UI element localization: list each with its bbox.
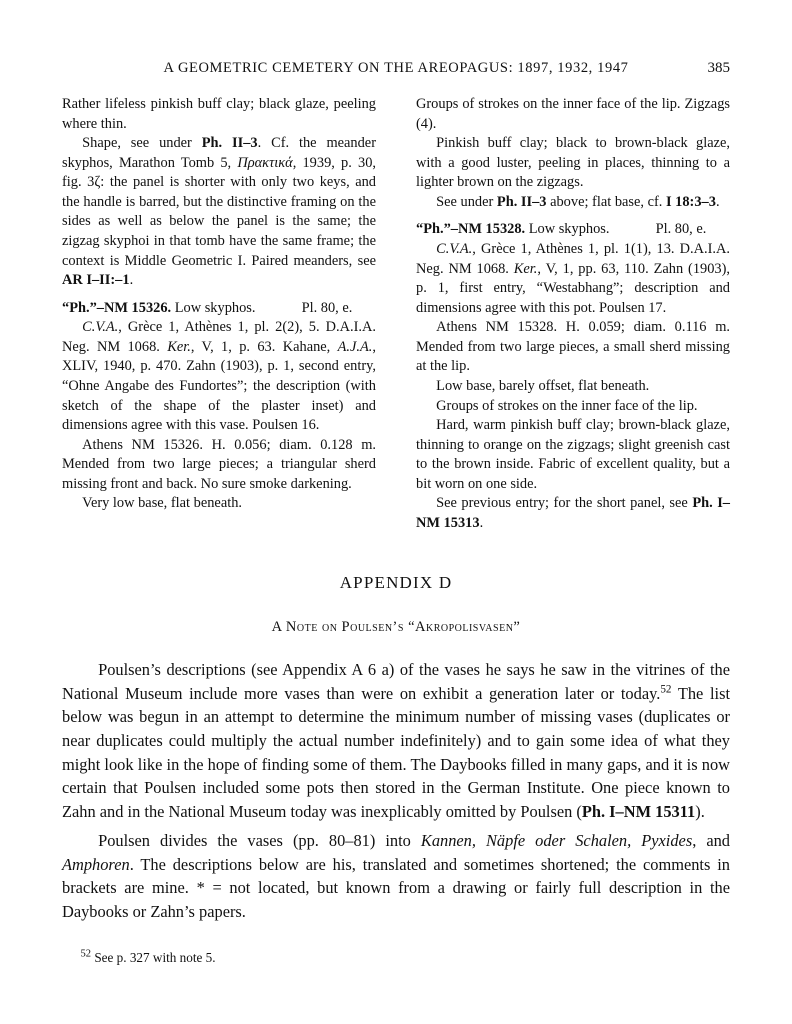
- entry-base-description: Very low base, flat beneath.: [82, 495, 242, 512]
- paragraph: Shape, see under Ph. II–3. Cf. the meander skyphos, Marathon Tomb 5, Πρακτικά, 1939, p. 30, fig. 3ζ: the panel is shorter with only two keys, and the handle is barred, but the distinctive framing on the sides as well as below the panel is the same; the zigzag skyphoi in that tomb have the same frame; the context is Middle Geometric I. Paired meanders, see AR I–II:–1.: [62, 135, 376, 289]
- paragraph-text-a: Poulsen divides the vases (pp. 80–81) into: [98, 831, 421, 851]
- two-column-body: [62, 95, 730, 534]
- entry-cross-reference: See previous entry; for the short panel, see Ph. I–NM 15313.: [416, 495, 730, 532]
- entry-measurements: Athens NM 15328. H. 0.059; diam. 0.116 m. Mended from two large pieces, a small sherd missing at the lip.: [416, 319, 730, 375]
- entry-measurements: Athens NM 15326. H. 0.056; diam. 0.128 m. Mended from two large pieces; a triangular sherd missing front and back. No sure smoke darkening.: [62, 436, 376, 492]
- appendix-body: [62, 658, 730, 924]
- entry-shape: Low skyphos.: [174, 299, 256, 316]
- paragraph: [62, 658, 730, 823]
- paragraph: Rather lifeless pinkish buff clay; black glaze, peeling where thin.: [62, 96, 376, 132]
- entry-references: C.V.A., Grèce 1, Athènes 1, pl. 1(1), 13. D.A.I.A. Neg. NM 1068. Ker., V, 1, pp. 63, 110. Zahn (1903), p. 1, first entry, “Westabhang”; description and dimensions agree with this pot. Poulsen 17.: [416, 240, 730, 316]
- entry-lip-description: Groups of strokes on the inner face of the lip.: [436, 397, 698, 414]
- paragraph: Pinkish buff clay; black to brown-black glaze, with a good luster, peeling in places, thinning to a lighter brown on the zigzags.: [416, 135, 730, 191]
- catalog-entry-heading: [62, 299, 376, 319]
- entry-plate: Pl. 80, e.: [655, 221, 707, 238]
- entry-fabric-description: Hard, warm pinkish buff clay; brown-black glaze, thinning to orange on the zigzags; slight greenish cast to the brown inside. Fabric of excellent quality, but a bit worn on one side.: [416, 417, 730, 492]
- running-head: A GEOMETRIC CEMETERY ON THE AREOPAGUS: 1897, 1932, 1947: [163, 60, 629, 76]
- right-column: [416, 95, 730, 534]
- page-header: [62, 60, 730, 77]
- entry-plate: Pl. 80, e.: [301, 299, 353, 316]
- footnote-marker: 52: [80, 948, 92, 960]
- appendix-subtitle: A Note on Poulsen’s “Akropolisvasen”: [271, 619, 521, 635]
- footnote-reference: 52: [660, 683, 672, 696]
- catalog-entry-heading: [416, 220, 730, 240]
- footnote: [62, 950, 730, 966]
- paragraph-italic-terms: Kannen, Näpfe oder Schalen, Pyxides: [420, 831, 693, 851]
- paragraph-text-b: The list below was begun in an attempt to determine the minimum number of missing vases (duplicates or near duplicates could multiply the actual number indefinitely) and to gain some idea of what they might look like in the hope of finding some of them. The Daybooks filled in many gaps, and it is now certain that Poulsen included some pots then stored in the German Institute. One piece known to Zahn and in the National Museum today was inexplicably omitted by Poulsen (: [62, 683, 731, 821]
- paragraph: See under Ph. II–3 above; flat base, cf. I 18:3–3.: [436, 193, 720, 210]
- left-column: [62, 95, 376, 534]
- paragraph-text-c: . The descriptions below are his, translated and sometimes shortened; the comments in brackets are mine. * = not located, but known from a drawing or fairly full description in the Daybooks or Zahn’s papers.: [62, 854, 730, 921]
- paragraph-italic-term: Amphoren: [62, 854, 130, 874]
- entry-label: “Ph.”–NM 15328.: [416, 221, 526, 238]
- paragraph-text-a: Poulsen’s descriptions (see Appendix A 6 a) of the vases he says he saw in the vitrines of the National Museum include more vases than were on exhibit a generation later or today.: [62, 660, 730, 703]
- entry-references: C.V.A., Grèce 1, Athènes 1, pl. 2(2), 5. D.A.I.A. Neg. NM 1068. Ker., V, 1, p. 63. Kahane, A.J.A., XLIV, 1940, p. 470. Zahn (1903), p. 1, second entry, “Ohne Angabe des Fundortes”; the description (with sketch of the shape of the plaster inset) and dimensions agree with this vase. Poulsen 16.: [62, 319, 376, 434]
- paragraph-text-c: ).: [695, 801, 705, 821]
- paragraph: [62, 829, 730, 924]
- appendix-title: APPENDIX D: [339, 573, 453, 592]
- page-number: 385: [707, 60, 730, 76]
- footnote-text: See p. 327 with note 5.: [94, 950, 216, 965]
- paragraph-text-b: , and: [692, 831, 730, 851]
- entry-shape: Low skyphos.: [528, 221, 610, 238]
- appendix-section: [62, 573, 730, 929]
- paragraph: Groups of strokes on the inner face of the lip. Zigzags (4).: [416, 96, 730, 132]
- paragraph-bold-reference: Ph. I–NM 15311: [581, 801, 696, 821]
- entry-label: “Ph.”–NM 15326.: [62, 299, 172, 316]
- entry-base-description: Low base, barely offset, flat beneath.: [436, 378, 650, 394]
